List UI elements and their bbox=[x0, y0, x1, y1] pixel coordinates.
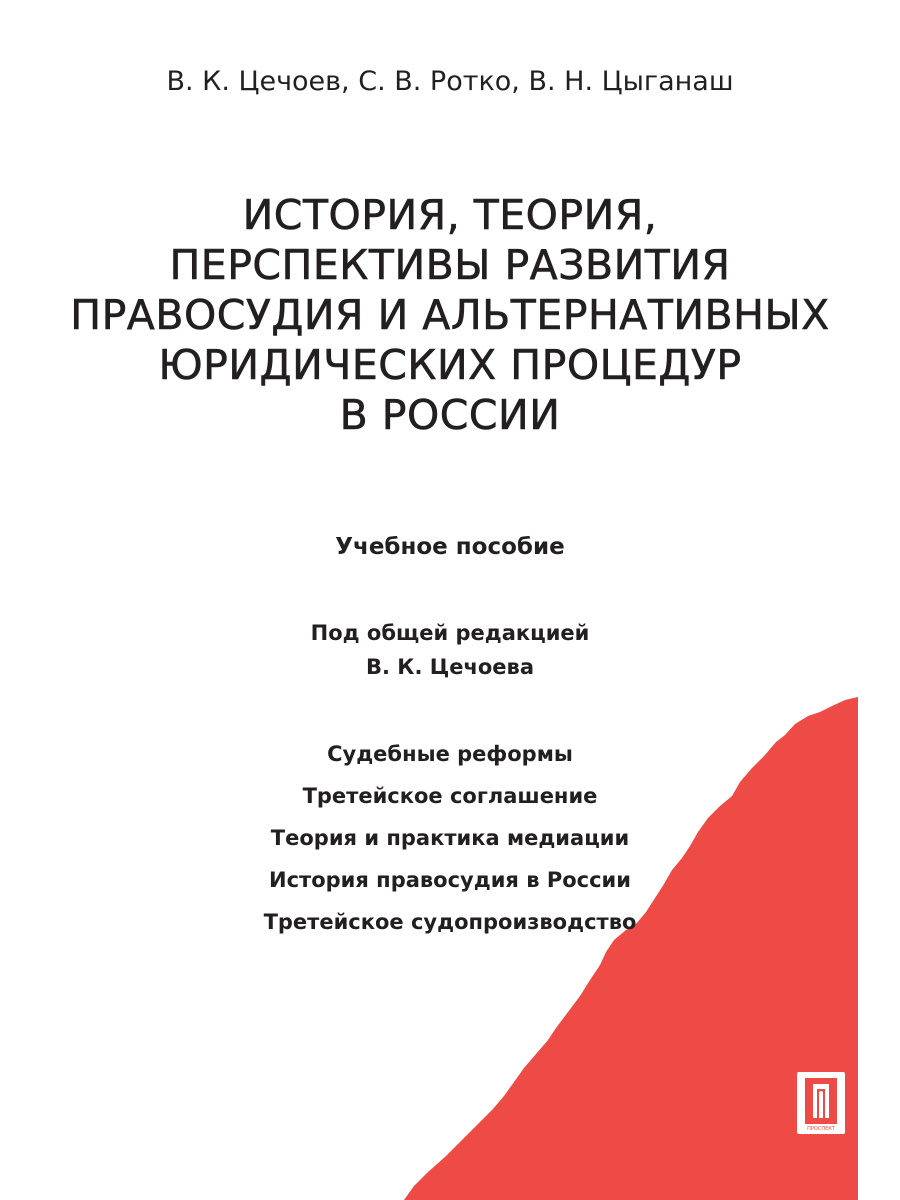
editor-label: Под общей редакцией bbox=[310, 621, 590, 645]
publisher-logo bbox=[797, 1072, 845, 1134]
editor-name: В. К. Цечоева bbox=[365, 655, 535, 679]
topic-item: Третейское судопроизводство bbox=[263, 910, 637, 934]
authors: В. К. Цечоев, С. В. Ротко, В. Н. Цыганаш bbox=[166, 66, 734, 97]
title-line: ПРАВОСУДИЯ И АЛЬТЕРНАТИВНЫХ bbox=[70, 291, 830, 339]
topics-list bbox=[0, 733, 900, 943]
title-line: ПЕРСПЕКТИВЫ РАЗВИТИЯ bbox=[169, 241, 731, 289]
topic-item: Судебные реформы bbox=[327, 742, 573, 766]
prospekt-logo-icon bbox=[797, 1072, 845, 1134]
editor-credit bbox=[0, 616, 900, 684]
title-line: ИСТОРИЯ, ТЕОРИЯ, bbox=[242, 191, 658, 239]
book-title bbox=[40, 190, 860, 440]
book-subtitle: Учебное пособие bbox=[335, 534, 565, 560]
topic-item: История правосудия в России bbox=[269, 868, 631, 892]
logo-text: ПРОСПЕКТ bbox=[807, 1126, 835, 1132]
title-line: ЮРИДИЧЕСКИХ ПРОЦЕДУР bbox=[158, 341, 742, 389]
title-line: В РОССИИ bbox=[339, 391, 561, 439]
topic-item: Третейское соглашение bbox=[302, 784, 598, 808]
topic-item: Теория и практика медиации bbox=[270, 826, 630, 850]
